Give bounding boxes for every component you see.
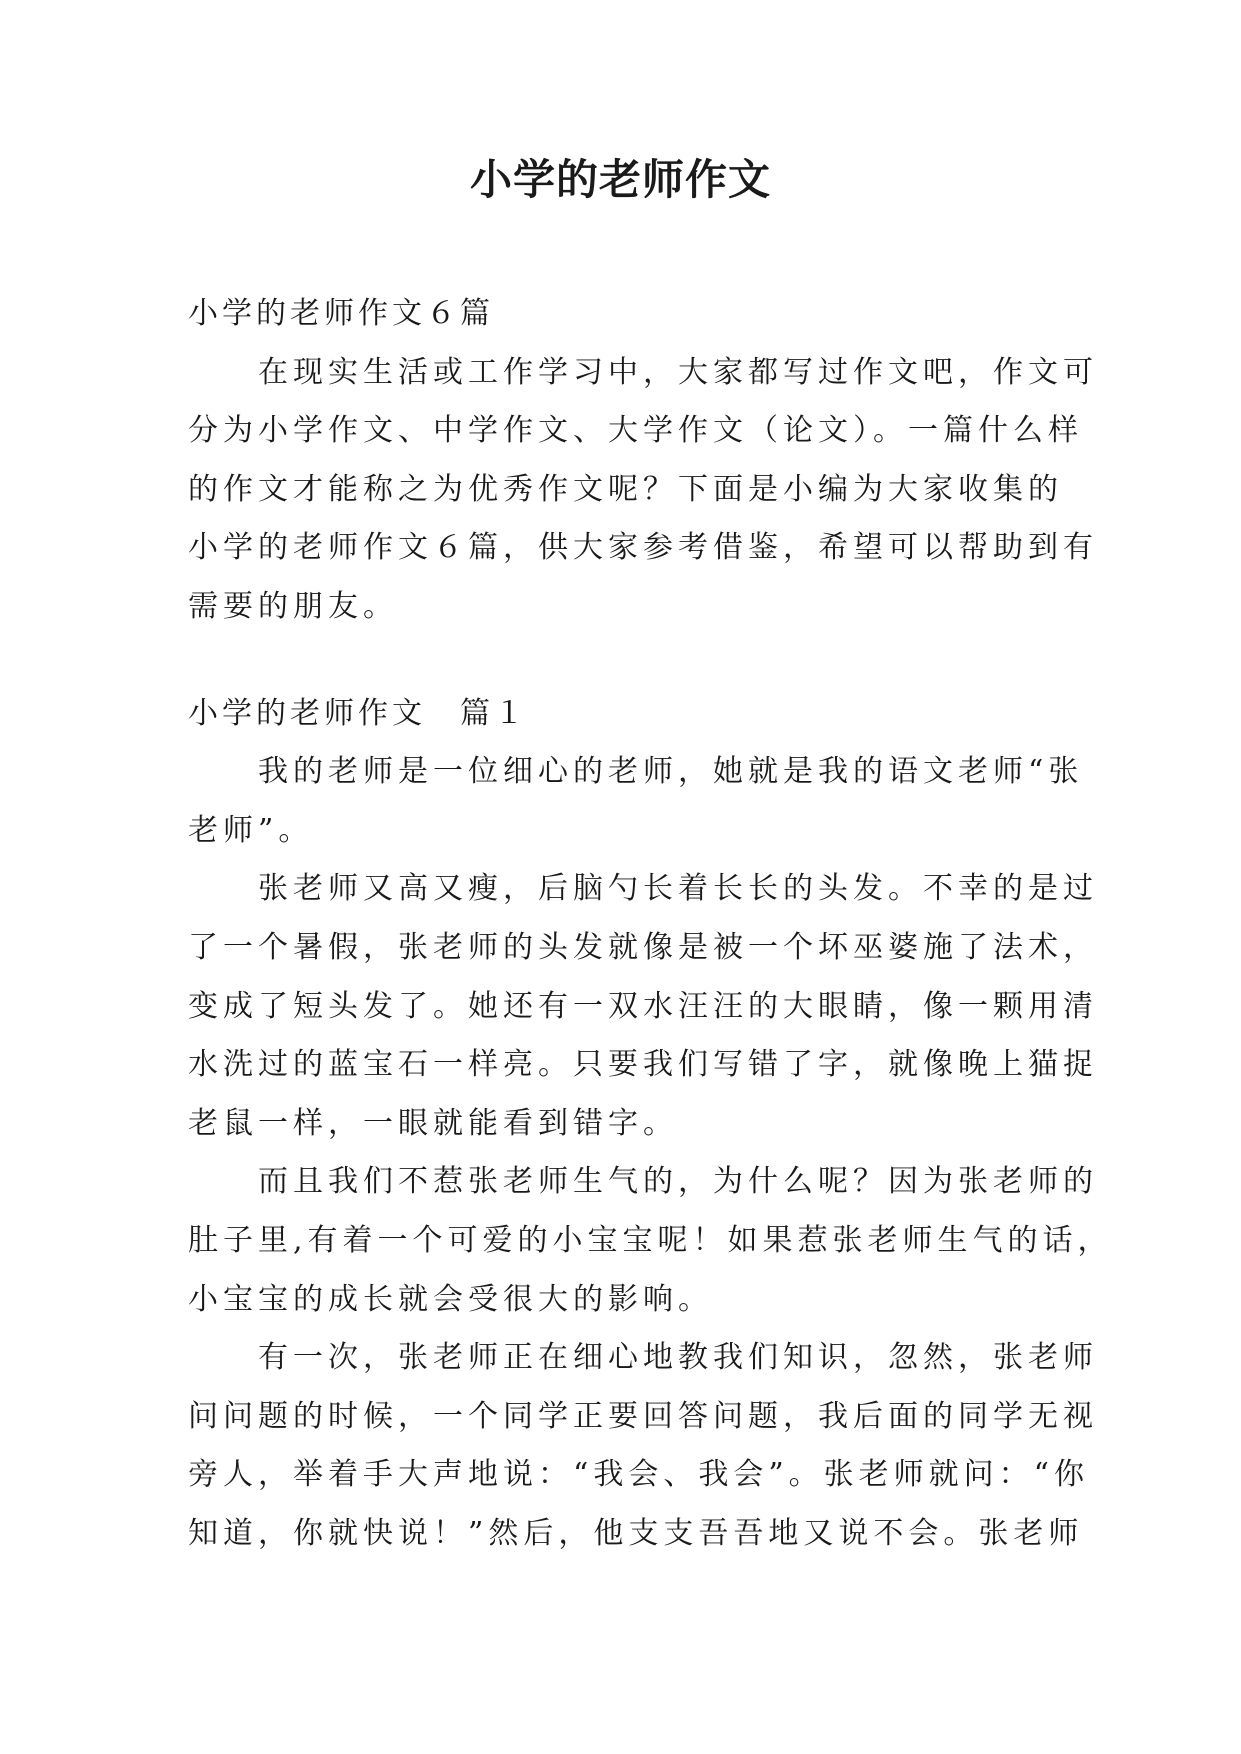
- paragraph-line: 肚子里,有着一个可爱的小宝宝呢！如果惹张老师生气的话，: [188, 1222, 1113, 1258]
- section-paragraph: [188, 743, 1084, 860]
- section-gap: [188, 637, 1068, 685]
- intro-paragraph: [188, 344, 1098, 637]
- document-body: [188, 285, 1113, 1563]
- paragraph-line: 问问题的时候，一个同学正要回答问题，我后面的同学无视: [188, 1398, 1098, 1434]
- paragraph-line: 在现实生活或工作学习中，大家都写过作文吧，作文可: [258, 354, 1098, 390]
- paragraph-line: 有一次，张老师正在细心地教我们知识，忽然，张老师: [258, 1340, 1098, 1376]
- paragraph-line: 小宝宝的成长就会受很大的影响。: [188, 1281, 713, 1317]
- paragraph-line: 张老师又高又瘦，后脑勺长着长长的头发。不幸的是过: [258, 871, 1098, 907]
- intro-subtitle: 小学的老师作文６篇: [188, 296, 494, 331]
- paragraph-line: 老鼠一样，一眼就能看到错字。: [188, 1105, 678, 1141]
- paragraph-line: 水洗过的蓝宝石一样亮。只要我们写错了字，就像晚上猫捉: [188, 1047, 1098, 1083]
- paragraph-line: 需要的朋友。: [188, 588, 398, 624]
- paragraph-line: 我的老师是一位细心的老师，她就是我的语文老师“张: [258, 754, 1084, 790]
- paragraph-line: 的作文才能称之为优秀作文呢？下面是小编为大家收集的: [188, 471, 1063, 507]
- paragraph-line: 知道，你就快说！”然后，他支支吾吾地又说不会。张老师: [188, 1515, 1084, 1551]
- section-paragraph: [188, 860, 1098, 1153]
- paragraph-line: 而且我们不惹张老师生气的，为什么呢？因为张老师的: [258, 1164, 1098, 1200]
- paragraph-line: 老师”。: [188, 812, 314, 848]
- document-title: 小学的老师作文: [469, 155, 771, 204]
- paragraph-line: 分为小学作文、中学作文、大学作文（论文）。一篇什么样: [188, 413, 1083, 449]
- paragraph-line: 变成了短头发了。她还有一双水汪汪的大眼睛，像一颗用清: [188, 988, 1098, 1024]
- paragraph-line: 小学的老师作文６篇，供大家参考借鉴，希望可以帮助到有: [188, 530, 1098, 566]
- section-heading: 小学的老师作文 篇１: [188, 695, 528, 731]
- paragraph-line: 旁人，举着手大声地说：“我会、我会”。张老师就问：“你: [188, 1457, 1090, 1493]
- section-paragraph: [188, 1153, 1113, 1329]
- paragraph-line: 了一个暑假，张老师的头发就像是被一个坏巫婆施了法术，: [188, 929, 1098, 965]
- section-paragraph: [188, 1329, 1098, 1563]
